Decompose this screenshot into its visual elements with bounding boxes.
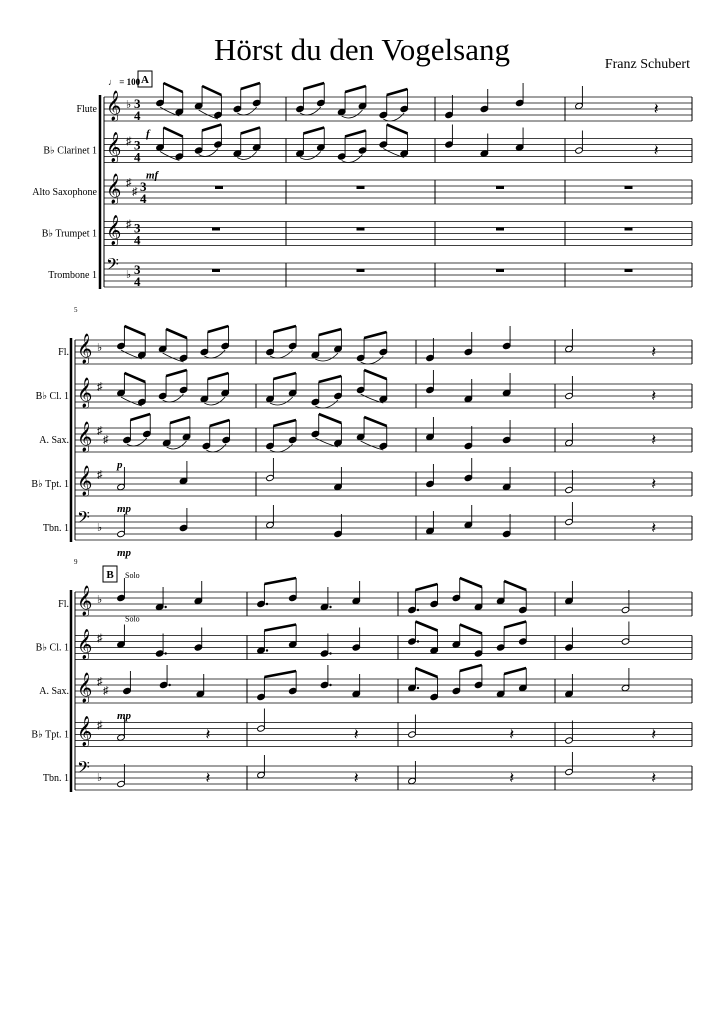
- quarter-rest-icon: 𝄽: [509, 726, 515, 744]
- rehearsal-mark: B: [106, 569, 114, 581]
- whole-rest: [625, 186, 633, 189]
- time-sig-top: 3: [134, 262, 141, 277]
- quarter-rest-icon: 𝄽: [651, 388, 657, 405]
- dynamic-marking: mf: [146, 169, 159, 182]
- beam: [303, 128, 324, 134]
- time-sig-bottom: 4: [140, 191, 147, 206]
- sharp-icon: ♯: [126, 177, 132, 189]
- solo-label: Solo: [125, 614, 140, 624]
- flat-icon: ♭: [126, 269, 132, 281]
- instrument-label: A. Sax.: [39, 435, 69, 446]
- beam: [415, 668, 437, 677]
- quarter-rest-icon: 𝄽: [651, 770, 657, 787]
- dynamic-marking: mp: [117, 710, 132, 722]
- instrument-label: Tbn. 1: [42, 523, 69, 534]
- dot: [417, 687, 419, 689]
- solo-label: Solo: [125, 571, 140, 580]
- time-sig-bottom: 4: [134, 274, 141, 289]
- dot: [329, 652, 331, 654]
- beam: [415, 622, 437, 631]
- sharp-icon: ♯: [132, 186, 138, 198]
- quarter-rest-icon: 𝄽: [353, 726, 359, 744]
- beam: [202, 125, 221, 131]
- quarter-rest-icon: 𝄽: [205, 726, 211, 744]
- time-sig-bottom: 4: [134, 149, 141, 165]
- whole-rest: [496, 228, 504, 231]
- flat-icon: ♭: [97, 522, 103, 534]
- flat-icon: ♭: [126, 99, 132, 111]
- instrument-label: Flute: [76, 104, 97, 115]
- beam: [364, 332, 387, 338]
- whole-rest: [625, 228, 633, 231]
- whole-rest: [212, 228, 220, 231]
- beam: [208, 326, 229, 332]
- composer-name: Franz Schubert: [604, 57, 690, 72]
- beam: [170, 417, 190, 423]
- instrument-label: Tbn. 1: [42, 773, 69, 784]
- beam: [163, 128, 182, 137]
- treble-clef-icon: 𝄞: [106, 91, 122, 120]
- beam: [364, 370, 387, 379]
- treble-clef-icon: 𝄞: [77, 378, 93, 407]
- beam: [504, 668, 526, 674]
- treble-clef-icon: 𝄞: [77, 629, 93, 659]
- instrument-label: B♭ Clarinet 1: [43, 145, 97, 157]
- instrument-label: B♭ Tpt. 1: [31, 729, 69, 741]
- beam: [130, 414, 150, 420]
- beam: [264, 578, 296, 584]
- beam: [460, 625, 482, 634]
- time-sig-top: 3: [134, 137, 141, 153]
- dynamic-marking: f: [146, 128, 150, 140]
- quarter-rest-icon: 𝄽: [653, 142, 659, 160]
- time-sig-top: 3: [134, 96, 141, 111]
- dot: [329, 606, 331, 608]
- time-sig-bottom: 4: [134, 232, 141, 248]
- treble-clef-icon: 𝄞: [77, 673, 93, 702]
- sharp-icon: ♯: [97, 676, 103, 688]
- dot: [266, 649, 268, 651]
- dot: [164, 606, 166, 608]
- whole-rest: [357, 186, 365, 189]
- sharp-icon: ♯: [97, 632, 103, 645]
- beam: [460, 578, 482, 587]
- dynamic-marking: mp: [117, 547, 132, 559]
- instrument-label: B♭ Cl. 1: [35, 642, 69, 654]
- measure-number: 5: [74, 306, 78, 314]
- quarter-rest-icon: 𝄽: [651, 476, 657, 493]
- quarter-rest-icon: 𝄽: [509, 770, 515, 787]
- beam: [319, 329, 342, 335]
- rehearsal-mark: A: [141, 74, 149, 86]
- dot: [266, 603, 268, 605]
- sharp-icon: ♯: [97, 381, 103, 393]
- beam: [163, 83, 182, 92]
- treble-clef-icon: 𝄞: [77, 586, 93, 615]
- instrument-label: B♭ Cl. 1: [35, 391, 69, 402]
- beam: [202, 86, 221, 95]
- bass-clef-icon: 𝄢: [77, 509, 90, 531]
- sharp-icon: ♯: [103, 685, 109, 697]
- beam: [264, 671, 296, 677]
- time-sig-top: 3: [140, 179, 147, 194]
- bass-clef-icon: 𝄢: [106, 256, 119, 278]
- sharp-icon: ♯: [103, 434, 109, 446]
- beam: [387, 125, 408, 134]
- instrument-label: B♭ Tpt. 1: [31, 479, 69, 490]
- instrument-label: B♭ Trumpet 1: [41, 228, 97, 240]
- beam: [210, 420, 230, 426]
- whole-rest: [496, 269, 504, 272]
- whole-rest: [215, 186, 223, 189]
- dot: [329, 684, 331, 686]
- piece-title: Hörst du den Vogelsang: [214, 32, 510, 67]
- whole-rest: [357, 269, 365, 272]
- quarter-rest-icon: 𝄽: [651, 432, 657, 449]
- treble-clef-icon: 𝄞: [77, 422, 93, 451]
- beam: [345, 86, 366, 92]
- sharp-icon: ♯: [126, 135, 132, 148]
- beam: [273, 373, 296, 379]
- sharp-icon: ♯: [97, 469, 103, 481]
- beam: [241, 83, 260, 89]
- dynamic-marking: p: [117, 459, 123, 471]
- beam: [166, 370, 187, 376]
- treble-clef-icon: 𝄞: [106, 174, 122, 203]
- quarter-rest-icon: 𝄽: [205, 770, 211, 787]
- beam: [319, 414, 342, 423]
- dot: [168, 684, 170, 686]
- beam: [273, 420, 296, 426]
- whole-rest: [357, 228, 365, 231]
- beam: [387, 89, 408, 95]
- dynamic-marking: mp: [117, 503, 132, 515]
- beam: [364, 417, 387, 426]
- beam: [241, 128, 260, 134]
- flat-icon: ♭: [97, 772, 103, 784]
- beam: [208, 373, 229, 379]
- flat-icon: ♭: [97, 342, 103, 354]
- whole-rest: [496, 186, 504, 189]
- beam: [264, 625, 296, 631]
- treble-clef-icon: 𝄞: [77, 466, 93, 495]
- treble-clef-icon: 𝄞: [77, 334, 93, 363]
- beam: [273, 326, 296, 332]
- whole-rest: [212, 269, 220, 272]
- beam: [124, 373, 145, 382]
- instrument-label: Fl.: [58, 599, 69, 610]
- beam: [504, 622, 526, 628]
- quarter-rest-icon: 𝄽: [653, 101, 659, 118]
- beam: [303, 83, 324, 89]
- treble-clef-icon: 𝄞: [77, 716, 93, 746]
- quarter-rest-icon: 𝄽: [651, 520, 657, 537]
- treble-clef-icon: 𝄞: [106, 215, 122, 245]
- time-sig-bottom: 4: [134, 108, 141, 123]
- tempo-marking: ♩ = 100: [108, 77, 141, 87]
- beam: [319, 376, 342, 382]
- quarter-rest-icon: 𝄽: [651, 344, 657, 361]
- quarter-rest-icon: 𝄽: [651, 726, 657, 744]
- beam: [460, 665, 482, 671]
- time-sig-top: 3: [134, 220, 141, 236]
- sharp-icon: ♯: [126, 218, 132, 231]
- dot: [417, 640, 419, 642]
- instrument-label: Alto Saxophone: [32, 187, 97, 198]
- bass-clef-icon: 𝄢: [77, 759, 90, 781]
- instrument-label: Trombone 1: [48, 270, 97, 281]
- beam: [345, 131, 366, 137]
- beam: [415, 584, 437, 590]
- beam: [504, 581, 526, 590]
- dot: [417, 609, 419, 611]
- sharp-icon: ♯: [97, 425, 103, 437]
- dot: [164, 652, 166, 654]
- instrument-label: Fl.: [58, 347, 69, 358]
- measure-number: 9: [74, 558, 78, 566]
- quarter-rest-icon: 𝄽: [353, 770, 359, 787]
- treble-clef-icon: 𝄞: [106, 132, 122, 162]
- sharp-icon: ♯: [97, 719, 103, 732]
- instrument-label: A. Sax.: [39, 686, 69, 697]
- whole-rest: [625, 269, 633, 272]
- beam: [124, 326, 145, 335]
- beam: [166, 329, 187, 338]
- flat-icon: ♭: [97, 594, 103, 606]
